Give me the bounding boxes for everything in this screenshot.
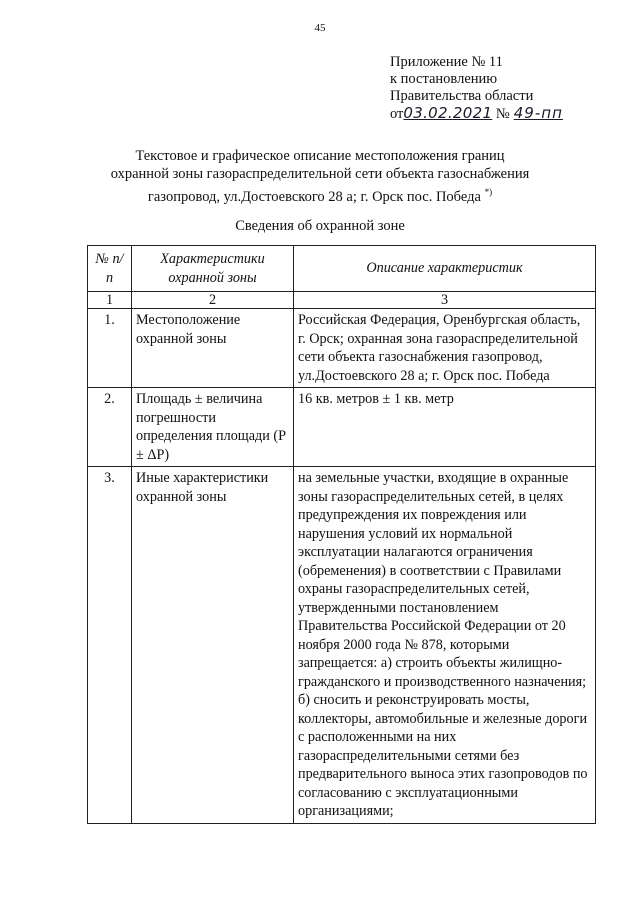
handwritten-number: 49-пп [513,104,563,122]
appendix-resolution: к постановлению [390,71,498,87]
title-line-2: охранной зоны газораспределительной сети объекта газоснабжения [110,166,530,182]
row-description: 16 кв. метров ± 1 кв. метр [294,388,596,467]
section-subtitle: Сведения об охранной зоне [235,218,405,234]
row-description: на земельные участки, входящие в охранные зоны газораспределительных сетей, в целях предупреждения их повреждения или нарушения условий их нормальной эксплуатации налагаются ограничения (обременения) в соответствии с Правилами охраны газораспределительных сетей, утвержденными постановлением Правительства Российской Федерации от 20 ноября 2000 года № 878, которыми запрещается: а) строить объекты жилищно-гражданского и производственного назначения; б) сносить и реконструировать мосты, коллекторы, автомобильные и железные дороги с расположенными на них газораспределительными сетями без предварительного выноса этих газопроводов по согласованию с эксплуатационными организациями; [294,467,596,824]
footnote-mark: *) [484,187,493,197]
handwritten-date: 03.02.2021 [403,104,493,122]
header-description: Описание характеристик [294,246,596,292]
row-characteristic: Иные характеристики охранной зоны [132,467,294,824]
table-header-row [88,246,596,292]
index-cell: 1 [88,292,132,309]
row-number: 1. [88,309,132,388]
number-prefix: № [495,106,510,122]
row-number: 3. [88,467,132,824]
page-number: 45 [314,22,326,34]
table-row [88,388,596,467]
appendix-date-line [390,105,563,123]
header-characteristic: Характеристики охранной зоны [132,246,294,292]
title-line-3: газопровод, ул.Достоевского 28 а; г. Орск пос. Победа *) [147,187,493,205]
table-index-row [88,292,596,309]
row-number: 2. [88,388,132,467]
date-prefix: от [390,106,404,122]
zone-table [87,245,596,824]
title-line-1: Текстовое и графическое описание местоположения границ [135,148,505,164]
header-number: № п/п [88,246,132,292]
appendix-block [390,54,563,123]
row-characteristic: Местоположение охранной зоны [132,309,294,388]
index-cell: 2 [132,292,294,309]
document-title [100,147,540,206]
appendix-title: Приложение № 11 [390,54,503,70]
row-characteristic: Площадь ± величина погрешности определения площади (P ± ΔP) [132,388,294,467]
row-description: Российская Федерация, Оренбургская область, г. Орск; охранная зона газораспределительной сети объекта газоснабжения газопровод, ул.Достоевского 28 а; г. Орск пос. Победа [294,309,596,388]
index-cell: 3 [294,292,596,309]
table-row [88,309,596,388]
appendix-government: Правительства области [390,88,534,104]
table-row [88,467,596,824]
